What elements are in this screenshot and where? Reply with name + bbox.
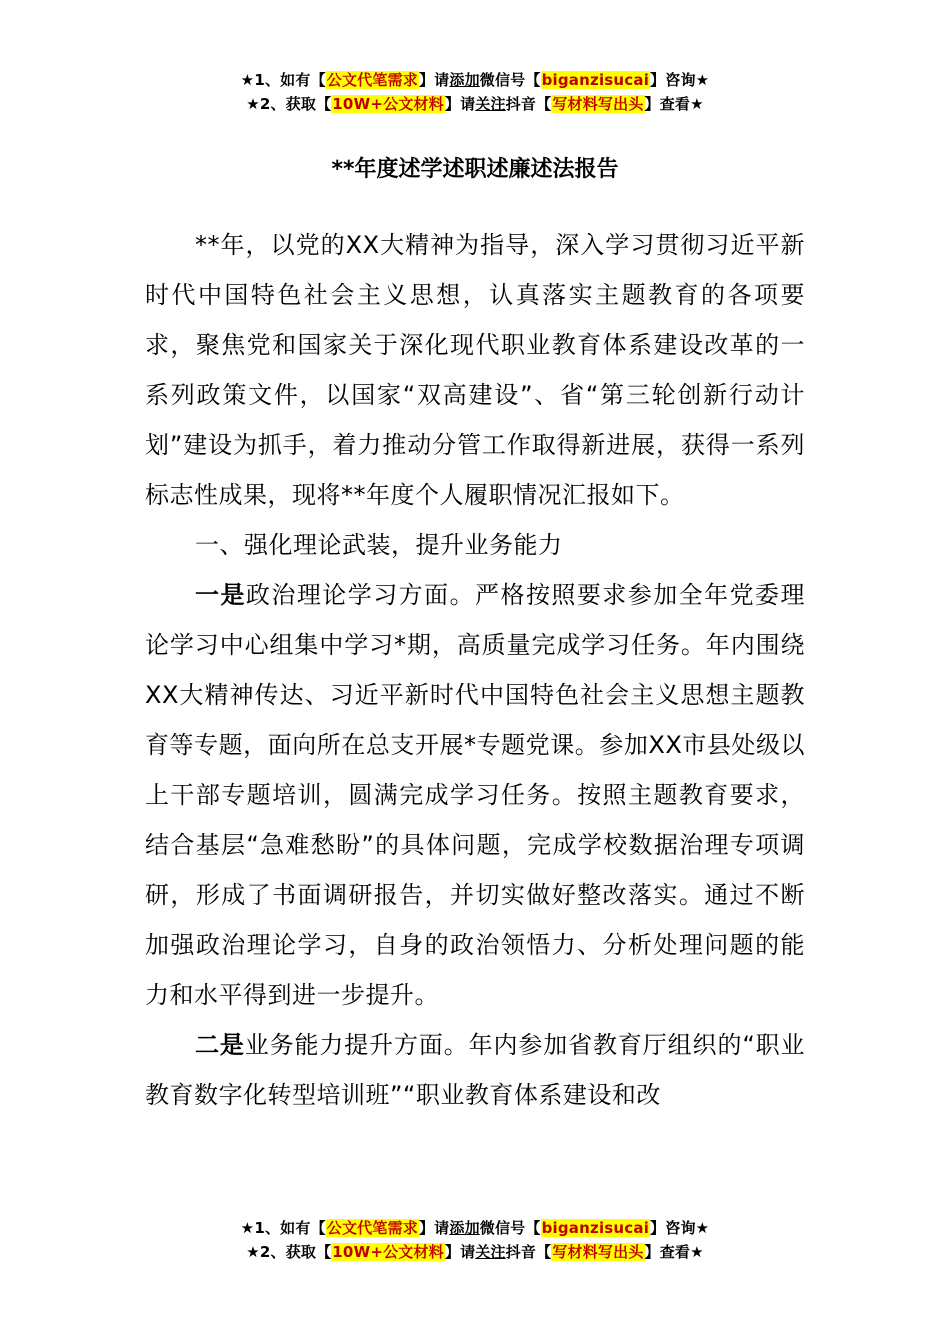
promo-line-2 bbox=[0, 1240, 950, 1264]
promo-underline: 添加 bbox=[449, 71, 480, 89]
douyin-highlight: 写材料写出头 bbox=[552, 1243, 644, 1261]
wechat-id-highlight: biganzisucai bbox=[541, 1219, 650, 1237]
promo-underline: 关注 bbox=[475, 95, 506, 113]
promo-underline: 添加 bbox=[449, 1219, 480, 1237]
promo-text: 抖音【 bbox=[505, 95, 552, 113]
paragraph-business-ability bbox=[145, 1020, 805, 1120]
star-icon: ★ bbox=[695, 1219, 710, 1237]
promo-text: 微信号【 bbox=[479, 1219, 541, 1237]
douyin-highlight: 写材料写出头 bbox=[552, 95, 644, 113]
star-icon: ★ bbox=[240, 71, 255, 89]
promo-text: 1、如有【 bbox=[254, 71, 326, 89]
star-icon: ★ bbox=[246, 1243, 260, 1261]
star-icon: ★ bbox=[695, 71, 710, 89]
promo-highlight: 公文代笔需求 bbox=[326, 71, 418, 89]
paragraph-lead: 二是 bbox=[195, 1031, 245, 1059]
promo-text: 】查看 bbox=[644, 95, 691, 113]
footer-promo-banner bbox=[0, 1216, 950, 1264]
promo-underline: 关注 bbox=[475, 1243, 506, 1261]
promo-text: 】请 bbox=[418, 71, 450, 89]
paragraph-text: 政治理论学习方面。严格按照要求参加全年党委理论学习中心组集中学习*期，高质量完成学习任务。年内围绕XX大精神传达、习近平新时代中国特色社会主义思想主题教育等专题，面向所在总支开展*专题党课。参加XX市县处级以上干部专题培训，圆满完成学习任务。按照主题教育要求，结合基层“急难愁盼”的具体问题，完成学校数据治理专项调研，形成了书面调研报告，并切实做好整改落实。通过不断加强政治理论学习，自身的政治领悟力、分析处理问题的能力和水平得到进一步提升。 bbox=[145, 581, 806, 1009]
promo-text: 】咨询 bbox=[650, 71, 696, 89]
promo-text: 】查看 bbox=[644, 1243, 691, 1261]
document-title: **年度述学述职述廉述法报告 bbox=[331, 157, 619, 182]
paragraph-lead: 一是 bbox=[195, 581, 246, 609]
promo-text: 抖音【 bbox=[505, 1243, 552, 1261]
promo-highlight: 公文代笔需求 bbox=[326, 1219, 418, 1237]
star-icon: ★ bbox=[246, 95, 260, 113]
header-promo-banner bbox=[0, 68, 950, 116]
promo-line-1 bbox=[0, 68, 950, 92]
promo-highlight: 10W+公文材料 bbox=[332, 95, 444, 113]
promo-text: 】请 bbox=[444, 95, 476, 113]
promo-text: 1、如有【 bbox=[254, 1219, 326, 1237]
promo-text: 微信号【 bbox=[479, 71, 541, 89]
promo-text: 】请 bbox=[418, 1219, 450, 1237]
promo-highlight: 10W+公文材料 bbox=[332, 1243, 444, 1261]
star-icon: ★ bbox=[240, 1219, 255, 1237]
promo-text: 2、获取【 bbox=[259, 1243, 332, 1261]
paragraph-text: 业务能力提升方面。年内参加省教育厅组织的“职业教育数字化转型培训班”“职业教育体系建设和改 bbox=[145, 1031, 806, 1109]
star-icon: ★ bbox=[690, 1243, 704, 1261]
promo-line-2 bbox=[0, 92, 950, 116]
document-body bbox=[145, 220, 805, 1120]
wechat-id-highlight: biganzisucai bbox=[541, 71, 650, 89]
star-icon: ★ bbox=[690, 95, 704, 113]
promo-text: 2、获取【 bbox=[259, 95, 332, 113]
promo-line-1 bbox=[0, 1216, 950, 1240]
promo-text: 】请 bbox=[444, 1243, 476, 1261]
paragraph-intro: **年，以党的XX大精神为指导，深入学习贯彻习近平新时代中国特色社会主义思想，认真落实主题教育的各项要求，聚焦党和国家关于深化现代职业教育体系建设改革的一系列政策文件，以国家“双高建设”、省“第三轮创新行动计划”建设为抓手，着力推动分管工作取得新进展，获得一系列标志性成果，现将**年度个人履职情况汇报如下。 bbox=[145, 231, 805, 509]
promo-text: 】咨询 bbox=[650, 1219, 696, 1237]
section-heading: 一、强化理论武装，提升业务能力 bbox=[195, 531, 563, 559]
paragraph-political-study bbox=[145, 570, 805, 1020]
